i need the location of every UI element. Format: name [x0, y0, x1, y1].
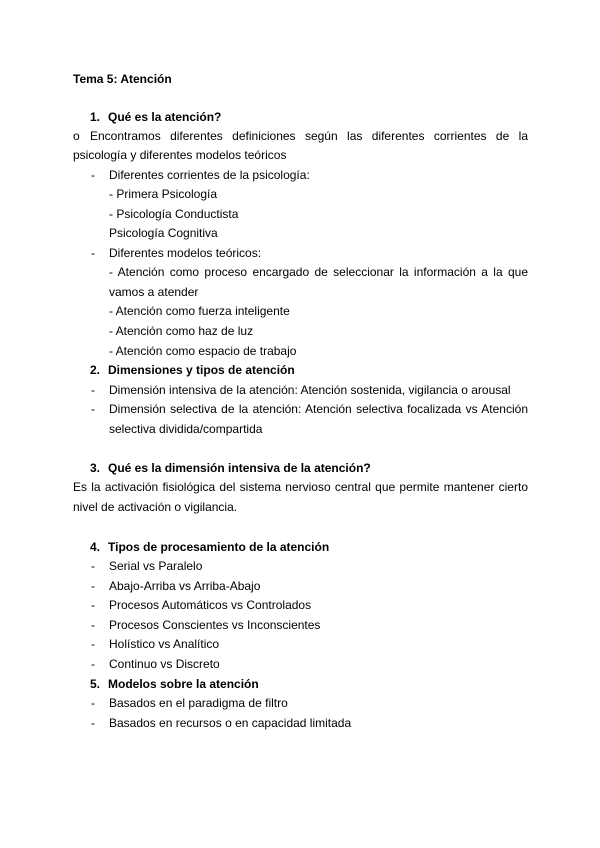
sec5-item: Basados en recursos o en capacidad limitada — [109, 716, 352, 730]
sec1-b1-sub-item: Psicología Cognitiva — [109, 226, 218, 240]
sec1-b2-dash: - — [91, 246, 95, 260]
sec1-b2-sub-item: - Atención como fuerza inteligente — [109, 304, 290, 318]
sec4-dash: - — [91, 598, 95, 612]
sec5-item: Basados en el paradigma de filtro — [109, 696, 288, 710]
sec5-heading: Modelos sobre la atención — [108, 677, 259, 691]
sec4-item: Procesos Automáticos vs Controlados — [109, 598, 312, 612]
sec4-heading: Tipos de procesamiento de la atención — [108, 540, 330, 554]
sec2-heading: Dimensiones y tipos de atención — [108, 363, 295, 377]
sec3-body-line2: nivel de activación o vigilancia. — [73, 500, 238, 514]
sec2-b2-line2: selectiva dividida/compartida — [109, 422, 263, 436]
sec2-b2-dash: - — [91, 402, 95, 416]
sec4-item: Holístico vs Analítico — [109, 637, 220, 651]
sec1-b2-text: Diferentes modelos teóricos: — [109, 246, 262, 260]
sec1-heading: Qué es la atención? — [108, 110, 222, 124]
sec4-dash: - — [91, 618, 95, 632]
sec4-dash: - — [91, 637, 95, 651]
doc-title: Tema 5: Atención — [73, 72, 172, 86]
sec1-b1-sub-item: - Primera Psicología — [109, 187, 218, 201]
sec1-intro-line2: psicología y diferentes modelos teóricos — [73, 148, 287, 162]
sec4-dash: - — [91, 559, 95, 573]
sec1-intro-line1: Encontramos diferentes definiciones según las diferentes corrientes de la — [90, 129, 528, 143]
sec4-item: Continuo vs Discreto — [109, 657, 220, 671]
sec4-number: 4. — [90, 540, 101, 554]
sec1-b2-sub-item: - Atención como espacio de trabajo — [109, 344, 297, 358]
sec1-b2-sub-item: - Atención como haz de luz — [109, 324, 254, 338]
sec1-b1-dash: - — [91, 168, 95, 182]
sec4-item: Procesos Conscientes vs Inconscientes — [109, 618, 321, 632]
sec1-b2-sub-line1: - Atención como proceso encargado de seleccionar la información a la que — [109, 265, 528, 279]
sec4-item: Serial vs Paralelo — [109, 559, 203, 573]
sec1-b2-sub-line2: vamos a atender — [109, 285, 199, 299]
sec2-b1-dash: - — [91, 383, 95, 397]
sec5-dash: - — [91, 696, 95, 710]
sec2-b2-line1: Dimensión selectiva de la atención: Atención selectiva focalizada vs Atención — [109, 402, 528, 416]
sec5-number: 5. — [90, 677, 101, 691]
sec1-b1-text: Diferentes corrientes de la psicología: — [109, 168, 310, 182]
sec2-b1-text: Dimensión intensiva de la atención: Atención sostenida, vigilancia o arousal — [109, 383, 511, 397]
sec3-body-line1: Es la activación fisiológica del sistema nervioso central que permite mantener cierto — [73, 480, 528, 494]
sec4-dash: - — [91, 579, 95, 593]
sec4-item: Abajo-Arriba vs Arriba-Abajo — [109, 579, 261, 593]
sec1-b1-sub-item: - Psicología Conductista — [109, 207, 239, 221]
sec4-dash: - — [91, 657, 95, 671]
sec3-heading: Qué es la dimensión intensiva de la atención? — [108, 461, 371, 475]
sec1-number: 1. — [90, 110, 101, 124]
sec3-number: 3. — [90, 461, 101, 475]
sec1-intro-marker: o — [73, 129, 80, 143]
sec5-dash: - — [91, 716, 95, 730]
sec2-number: 2. — [90, 363, 101, 377]
